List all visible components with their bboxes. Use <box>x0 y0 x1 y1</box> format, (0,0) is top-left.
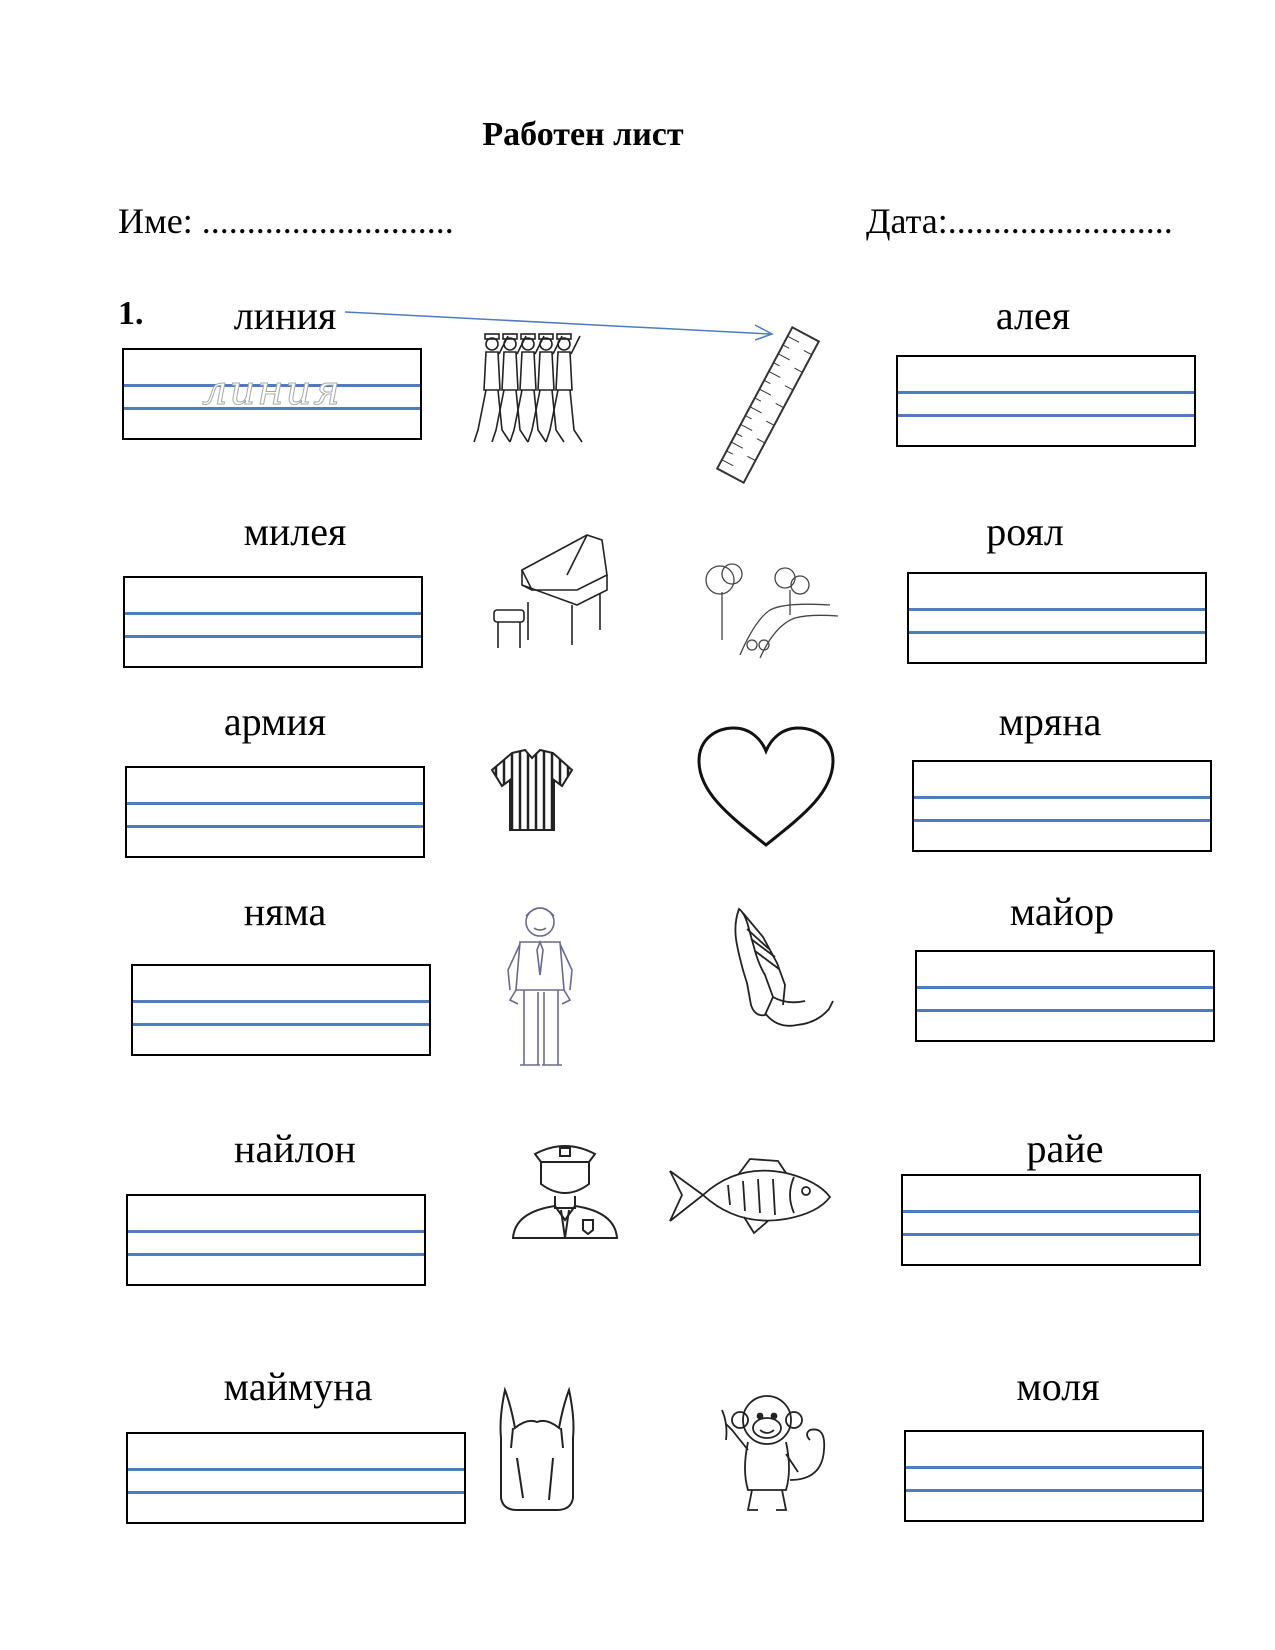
page-title: Работен лист <box>482 116 684 153</box>
task-number: 1. <box>118 295 144 332</box>
word-left-5: найлон <box>234 1126 356 1171</box>
writing-box-left-1[interactable] <box>122 348 422 440</box>
example-arrow <box>0 0 1275 400</box>
writing-box-right-5[interactable] <box>901 1174 1201 1266</box>
grand-piano-icon[interactable] <box>492 530 617 655</box>
name-field-label[interactable]: Име: ............................ <box>118 201 454 241</box>
writing-box-left-4[interactable] <box>131 964 431 1056</box>
word-left-1: линия <box>233 293 337 338</box>
man-empty-pockets-icon[interactable] <box>500 900 580 1070</box>
word-left-4: няма <box>243 889 327 934</box>
word-right-6: моля <box>1016 1364 1100 1409</box>
trace-text: линия <box>202 368 342 414</box>
word-left-3: армия <box>223 699 327 744</box>
word-right-5: райе <box>1026 1126 1104 1171</box>
fish-icon[interactable] <box>668 1155 833 1240</box>
ruler-icon[interactable] <box>708 325 828 485</box>
plastic-bag-icon[interactable] <box>497 1388 577 1513</box>
word-left-2: милея <box>243 509 347 554</box>
word-left-6: маймуна <box>223 1364 373 1409</box>
police-officer-icon[interactable] <box>505 1140 625 1240</box>
word-right-1: алея <box>995 293 1071 338</box>
word-right-2: роял <box>986 509 1064 554</box>
writing-box-right-4[interactable] <box>915 950 1215 1042</box>
writing-box-right-6[interactable] <box>904 1430 1204 1522</box>
word-right-4: майор <box>1009 889 1115 934</box>
writing-box-left-3[interactable] <box>125 766 425 858</box>
writing-box-right-3[interactable] <box>912 760 1212 852</box>
soldiers-marching-icon[interactable] <box>472 330 592 460</box>
date-field-label[interactable]: Дата:......................... <box>866 201 1173 241</box>
writing-box-left-5[interactable] <box>126 1194 426 1286</box>
writing-box-left-2[interactable] <box>123 576 423 668</box>
striped-shirt-icon[interactable] <box>490 748 575 833</box>
praying-hands-icon[interactable] <box>725 905 835 1035</box>
monkey-icon[interactable] <box>712 1390 842 1515</box>
writing-box-left-6[interactable] <box>126 1432 466 1524</box>
heart-icon[interactable] <box>696 725 836 850</box>
writing-box-right-2[interactable] <box>907 572 1207 664</box>
writing-box-right-1[interactable] <box>896 355 1196 447</box>
park-alley-icon[interactable] <box>700 560 840 660</box>
word-right-3: мряна <box>998 699 1102 744</box>
